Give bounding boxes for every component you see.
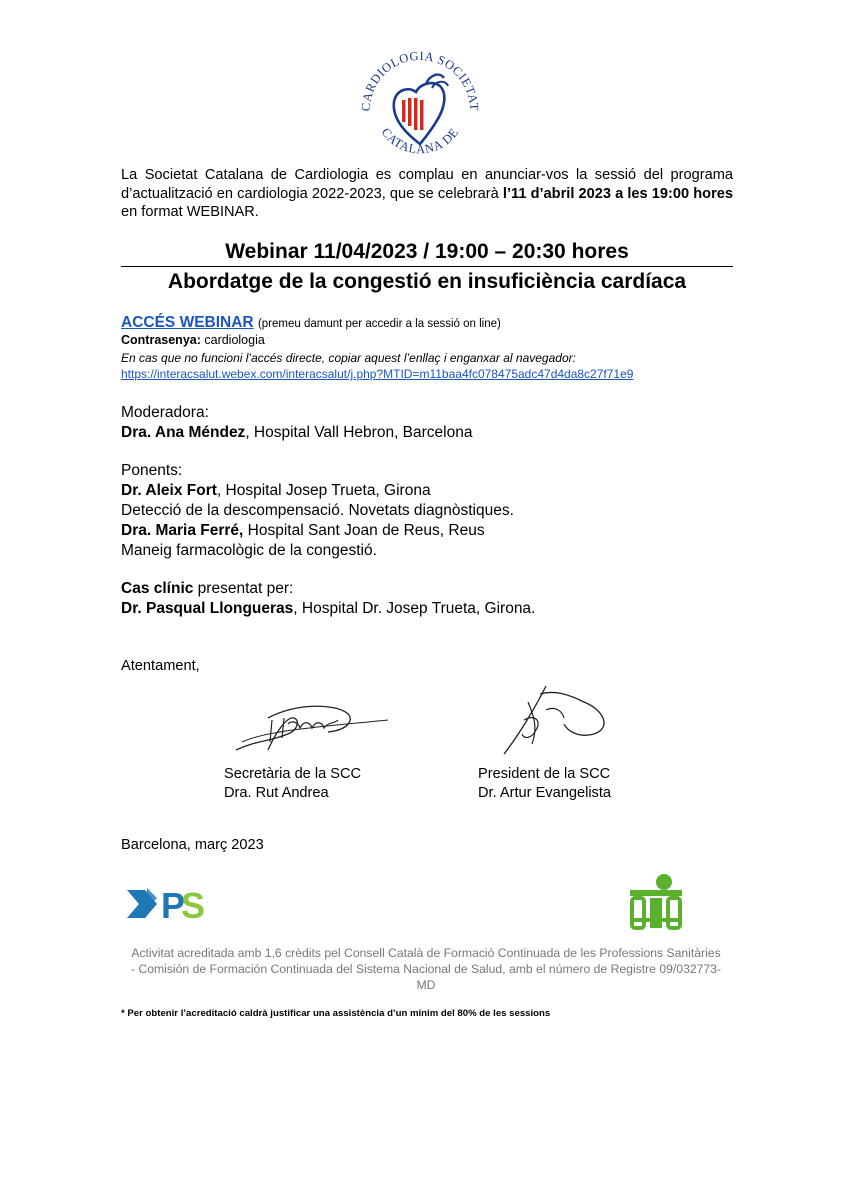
signature-role: Secretària de la SCC <box>224 766 362 782</box>
speaker-1-topic: Detecció de la descompensació. Novetats diagnòstiques. <box>121 502 514 519</box>
signature-secretary-block <box>224 765 361 802</box>
ps-letter-s: S <box>181 885 206 924</box>
signature-president-block <box>478 765 611 802</box>
speaker-2-line <box>121 521 485 541</box>
access-hint: (premeu damunt per accedir a la sessió on line) <box>257 318 501 330</box>
signature-name: Dr. Artur Evangelista <box>478 784 612 801</box>
speaker-1-line <box>121 481 431 501</box>
webinar-access-link[interactable]: ACCÉS WEBINAR <box>121 314 254 331</box>
heart-logo-icon <box>356 44 484 172</box>
ps-logo-icon <box>127 884 211 924</box>
password-value: cardiologia <box>200 333 265 347</box>
case-label <box>121 579 293 599</box>
signature-name: Dra. Rut Andrea <box>224 784 329 801</box>
intro-text-2: en format WEBINAR. <box>121 204 259 220</box>
case-presenter-line <box>121 599 535 619</box>
speakers-label: Ponents: <box>121 462 183 479</box>
signature-role: President de la SCC <box>478 766 611 782</box>
accreditation-text: Activitat acreditada amb 1,6 crèdits pel Consell Català de Formació Continuada de les Professions Sanitàries - Comisión de Formación Continuada del Sistema Nacional de Salud, amb el número de Registre 09/032773-MD <box>130 946 722 992</box>
access-note: En cas que no funcioni l’accés directe, copiar aquest l’enllaç i enganxar al navegador: <box>121 351 576 365</box>
closing: Atentament, <box>121 658 200 674</box>
webinar-title: Webinar 11/04/2023 / 19:00 – 20:30 hores <box>225 240 629 263</box>
cfc-logo-icon <box>628 872 684 930</box>
webinar-subtitle: Abordatge de la congestió en insuficiència cardíaca <box>167 270 687 293</box>
ps-logo <box>127 884 211 924</box>
password-line <box>121 332 265 349</box>
place-date: Barcelona, març 2023 <box>121 837 264 853</box>
speaker-name: Dra. Maria Ferré, <box>121 522 244 539</box>
intro-paragraph <box>121 166 733 222</box>
title-divider <box>121 266 733 267</box>
moderator-name: Dra. Ana Méndez <box>121 424 246 441</box>
moderator-line <box>121 423 472 443</box>
intro-date: l’11 d’abril 2023 a les 19:00 hores <box>502 185 733 202</box>
intro-text-1: La Societat Catalana de Cardiologia es complau en anunciar-vos la sessió del programa d’actualització en cardiologia 2022-2023, que se celebrarà <box>121 167 733 202</box>
moderator-label: Moderadora: <box>121 404 209 421</box>
moderator-affiliation: , Hospital Vall Hebron, Barcelona <box>245 424 473 441</box>
case-label-rest: presentat per: <box>193 580 294 597</box>
ps-letter-p: P <box>161 885 186 924</box>
access-line <box>121 313 501 334</box>
case-presenter-name: Dr. Pasqual Llongueras <box>121 600 294 617</box>
case-label-bold: Cas clínic <box>121 580 194 597</box>
password-label: Contrasenya: <box>121 333 201 347</box>
speaker-affiliation: , Hospital Josep Trueta, Girona <box>216 482 431 499</box>
speaker-name: Dr. Aleix Fort <box>121 482 217 499</box>
speaker-affiliation: Hospital Sant Joan de Reus, Reus <box>243 522 485 539</box>
svg-text:CARDIOLOGIA SOCIETAT: CARDIOLOGIA SOCIETAT <box>358 48 482 112</box>
cfc-logo <box>628 872 684 930</box>
signature-president-icon <box>484 680 634 760</box>
svg-text:CATALANA DE: CATALANA DE <box>378 125 462 157</box>
speaker-2-topic: Maneig farmacològic de la congestió. <box>121 542 377 559</box>
webinar-url-link[interactable]: https://interacsalut.webex.com/interacsalut/j.php?MTID=m11baa4fc078475adc47d4da8c27f71e9 <box>121 367 634 381</box>
case-presenter-affiliation: , Hospital Dr. Josep Trueta, Girona. <box>293 600 536 617</box>
scc-logo <box>356 44 484 172</box>
signature-secretary-icon <box>228 690 398 760</box>
accreditation-footnote: * Per obtenir l’acreditació caldrà justificar una assistència d’un mínim del 80% de les sessions <box>121 1008 551 1019</box>
